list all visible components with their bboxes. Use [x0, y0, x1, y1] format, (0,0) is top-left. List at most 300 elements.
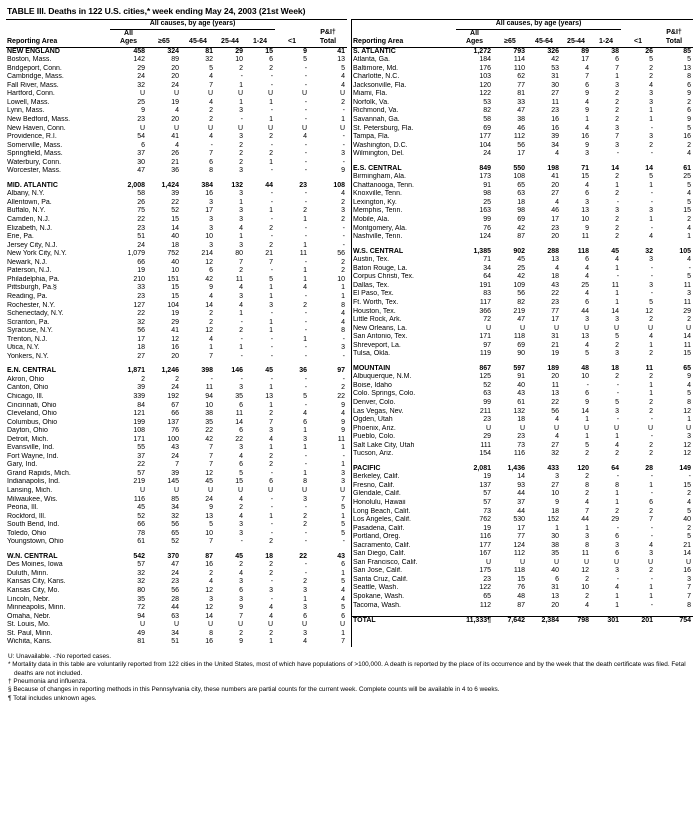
age-25-44-cell: 71 — [581, 164, 589, 172]
age-65-cell: 192 — [167, 392, 179, 400]
age-25-44-cell: 146 — [231, 367, 243, 375]
all-ages-cell: 121 — [133, 410, 145, 418]
table-row-total — [352, 617, 693, 626]
all-ages-cell: 25 — [137, 98, 145, 106]
all-ages-cell: 122 — [479, 90, 491, 98]
table-row — [6, 402, 347, 411]
pi-total-cell: 7 — [341, 495, 345, 503]
age-65-cell: 98 — [517, 207, 525, 215]
pi-total-cell: 4 — [341, 81, 345, 89]
page-title: TABLE III. Deaths in 122 U.S. cities,* week ending May 24, 2003 (21st Week) — [7, 6, 306, 16]
reporting-area-cell: Chattanooga, Tenn. — [353, 181, 414, 189]
reporting-area-cell: Nashville, Tenn. — [353, 233, 403, 241]
age-lt1-cell: 4 — [649, 541, 654, 549]
reporting-area-cell: W.N. CENTRAL — [7, 552, 58, 560]
age-25-44-cell: - — [240, 335, 243, 343]
age-lt1-cell: 2 — [303, 578, 308, 586]
header-pi-left: P&I† — [320, 29, 336, 37]
table-row — [6, 453, 347, 462]
age-65-cell: 65 — [171, 529, 179, 537]
table-row — [352, 425, 693, 434]
reporting-area-cell: Seattle, Wash. — [353, 584, 399, 592]
age-45-64-cell: 3 — [209, 595, 213, 603]
pi-total-cell: 5 — [687, 124, 691, 132]
age-lt1-cell: 2 — [649, 141, 654, 149]
pi-total-cell: 2 — [341, 198, 345, 206]
age-45-64-cell: 16 — [205, 190, 213, 198]
age-65-cell: 63 — [517, 190, 525, 198]
table-row — [6, 376, 347, 385]
pi-total-cell: 13 — [337, 56, 345, 64]
reporting-area-cell: Spokane, Wash. — [353, 593, 405, 600]
age-1-24-cell: 1 — [269, 207, 274, 215]
age-45-64-cell: U — [553, 424, 559, 432]
age-lt1-cell: 23 — [299, 181, 308, 189]
age-25-44-cell: 10 — [581, 216, 589, 224]
age-65-cell: 56 — [171, 521, 179, 529]
header-all-ages-right: All — [470, 29, 479, 37]
age-25-44-cell: 6 — [585, 256, 589, 264]
age-65-cell: 116 — [513, 450, 525, 458]
age-25-44-cell: 17 — [581, 56, 589, 64]
table-row — [6, 56, 347, 65]
pi-total-cell: 3 — [341, 344, 345, 352]
all-ages-cell: 66 — [137, 521, 145, 529]
reporting-area-cell: Toledo, Ohio — [7, 529, 47, 537]
age-lt1-cell: - — [304, 538, 308, 546]
pi-total-cell: 16 — [683, 567, 691, 575]
age-1-24-cell: 4 — [615, 256, 620, 264]
table-row — [352, 207, 693, 216]
all-ages-cell: 366 — [479, 307, 491, 315]
age-1-24-cell: 1 — [269, 638, 274, 646]
reporting-area-cell: Tulsa, Okla. — [353, 350, 391, 358]
age-45-64-cell: 3 — [209, 216, 213, 224]
header-age-65-left: ≥65 — [158, 38, 170, 46]
age-65-cell: 145 — [167, 478, 179, 486]
age-65-cell: 21 — [171, 158, 179, 166]
all-ages-cell: 219 — [133, 478, 145, 486]
age-lt1-cell: U — [301, 90, 308, 98]
age-25-44-cell: 3 — [239, 384, 243, 392]
all-ages-cell: 116 — [479, 533, 491, 541]
age-1-24-cell: 2 — [615, 450, 620, 458]
all-ages-cell: 171 — [479, 333, 491, 341]
footnote: ¶ Total includes unknown ages. — [8, 694, 97, 702]
table-row — [6, 319, 347, 328]
age-lt1-cell: 4 — [649, 81, 654, 89]
age-lt1-cell: 8 — [303, 478, 308, 486]
age-65-cell: 7 — [175, 461, 179, 469]
pi-total-cell: 2 — [687, 316, 691, 324]
pi-total-cell: - — [688, 473, 691, 481]
age-lt1-cell: 2 — [649, 567, 654, 575]
age-45-64-cell: 2 — [209, 310, 213, 318]
age-65-cell: 18 — [517, 416, 525, 424]
reporting-area-cell: Lynn, Mass. — [7, 107, 45, 115]
age-lt1-cell: - — [304, 569, 308, 577]
reporting-area-cell: Phoenix, Ariz. — [353, 424, 396, 432]
reporting-area-cell: Long Beach, Calif. — [353, 507, 411, 515]
age-25-44-cell: 4 — [585, 124, 589, 132]
age-45-64-cell: 38 — [551, 541, 559, 549]
table-row — [6, 436, 347, 445]
age-1-24-cell: 2 — [615, 507, 620, 515]
age-65-cell: 18 — [171, 241, 179, 249]
table-row — [352, 525, 693, 534]
age-45-64-cell: 53 — [551, 64, 559, 72]
age-65-cell: 14 — [171, 224, 179, 232]
age-25-44-cell: 3 — [239, 444, 243, 452]
all-ages-cell: 867 — [479, 364, 491, 372]
age-25-44-cell: 7 — [585, 507, 589, 515]
reporting-area-cell: Sacramento, Calif. — [353, 541, 411, 549]
age-1-24-cell: 18 — [611, 364, 620, 372]
age-lt1-cell: 2 — [649, 350, 654, 358]
age-1-24-cell: 3 — [615, 407, 620, 415]
all-ages-cell: 37 — [137, 150, 145, 158]
age-lt1-cell: - — [304, 64, 308, 72]
age-1-24-cell: 5 — [269, 275, 274, 283]
age-65-cell: 76 — [517, 584, 525, 592]
all-ages-cell: 33 — [137, 284, 145, 292]
pi-total-cell: 56 — [337, 250, 345, 258]
header-age-1-24-right: 1-24 — [599, 38, 614, 46]
age-lt1-cell: 3 — [649, 133, 654, 141]
all-ages-cell: 26 — [137, 198, 145, 206]
pi-total-cell: 5 — [341, 529, 345, 537]
age-25-44-cell: 4 — [239, 569, 243, 577]
table-row — [6, 47, 347, 56]
age-65-cell: 109 — [513, 281, 525, 289]
age-1-24-cell: 4 — [615, 584, 620, 592]
age-45-64-cell: 4 — [555, 433, 559, 441]
age-1-24-cell: 1 — [269, 116, 274, 124]
age-lt1-cell: 3 — [649, 256, 654, 264]
age-65-cell: 15 — [517, 575, 525, 583]
table-row — [352, 82, 693, 91]
pi-total-cell: 61 — [683, 164, 691, 172]
reporting-area-cell: Gary, Ind. — [7, 461, 38, 469]
age-25-44-cell: 9 — [239, 638, 243, 646]
age-25-44-cell: 13 — [581, 207, 589, 215]
reporting-area-cell: Newark, N.J. — [7, 258, 48, 266]
all-ages-cell: 73 — [483, 507, 491, 515]
age-45-64-cell: 288 — [547, 247, 559, 255]
reporting-area-cell: Dallas, Tex. — [353, 281, 390, 289]
age-25-44-cell: 3 — [239, 107, 243, 115]
pi-total-cell: 8 — [687, 398, 691, 406]
age-45-64-cell: 398 — [201, 367, 213, 375]
age-45-64-cell: 214 — [201, 250, 213, 258]
pi-total-cell: 8 — [687, 73, 691, 81]
reporting-area-cell: Cleveland, Ohio — [7, 410, 57, 418]
reporting-area-cell: Providence, R.I. — [7, 133, 57, 141]
pi-total-cell: 11 — [683, 281, 691, 289]
age-1-24-cell: 14 — [611, 164, 620, 172]
all-ages-cell: 47 — [137, 167, 145, 175]
age-lt1-cell: - — [304, 258, 308, 266]
age-lt1-cell: 2 — [649, 507, 654, 515]
age-25-44-cell: 2 — [239, 561, 243, 569]
age-45-64-cell: 4 — [209, 335, 213, 343]
age-25-44-cell: 9 — [239, 604, 243, 612]
pi-total-cell: 3 — [341, 469, 345, 477]
all-ages-cell: 80 — [137, 587, 145, 594]
reporting-area-cell: Schenectady, N.Y. — [7, 310, 64, 318]
age-1-24-cell: - — [270, 529, 274, 537]
age-lt1-cell: 4 — [649, 333, 654, 341]
age-lt1-cell: 1 — [303, 267, 308, 275]
age-45-64-cell: 31 — [551, 333, 559, 341]
table-row — [352, 150, 693, 159]
reporting-area-cell: Reading, Pa. — [7, 292, 48, 300]
age-65-cell: 47 — [171, 561, 179, 569]
age-25-44-cell: 9 — [585, 141, 589, 149]
table-row — [6, 604, 347, 613]
age-65-cell: 69 — [517, 216, 525, 224]
age-lt1-cell: 2 — [649, 398, 654, 406]
age-25-44-cell: 4 — [239, 284, 243, 292]
reporting-area-cell: Des Moines, Iowa — [7, 561, 63, 569]
reporting-area-cell: San Jose, Calif. — [353, 567, 403, 575]
age-25-44-cell: 4 — [239, 495, 243, 503]
age-lt1-cell: 1 — [649, 116, 654, 124]
age-65-cell: 91 — [517, 373, 525, 381]
reporting-area-cell: Milwaukee, Wis. — [7, 495, 58, 503]
pi-total-cell: 29 — [683, 307, 691, 315]
age-1-24-cell: 3 — [269, 301, 274, 309]
header-age-1-24-left: 1-24 — [253, 38, 268, 46]
age-65-cell: 90 — [517, 350, 525, 358]
table-row — [352, 382, 693, 391]
age-25-44-cell: - — [240, 116, 243, 124]
table-row — [352, 593, 693, 602]
age-45-64-cell: 35 — [551, 550, 559, 558]
age-lt1-cell: 1 — [303, 595, 308, 603]
age-45-64-cell: 384 — [201, 181, 213, 189]
all-ages-cell: 81 — [137, 638, 145, 646]
table-row — [352, 125, 693, 134]
pi-total-cell: U — [339, 621, 345, 629]
age-45-64-cell: 10 — [205, 529, 213, 537]
pi-total-cell: 6 — [341, 612, 345, 620]
age-lt1-cell: - — [304, 150, 308, 158]
age-25-44-cell: 2 — [585, 450, 589, 458]
age-lt1-cell: 4 — [303, 410, 308, 418]
age-25-44-cell: 15 — [235, 478, 243, 486]
reporting-area-cell: Portland, Oreg. — [353, 533, 401, 541]
age-65-cell: 47 — [517, 107, 525, 115]
age-65-cell: 23 — [171, 578, 179, 586]
table-row — [6, 461, 347, 470]
age-lt1-cell: 1 — [303, 427, 308, 435]
pi-total-cell: 13 — [683, 64, 691, 72]
age-25-44-cell: 2 — [585, 473, 589, 481]
age-25-44-cell: 3 — [585, 150, 589, 158]
age-45-64-cell: 18 — [551, 273, 559, 281]
age-1-24-cell: 2 — [269, 561, 274, 569]
header-age-25-44-left: 25-44 — [221, 38, 239, 46]
age-65-cell: 39 — [171, 469, 179, 477]
age-lt1-cell: U — [301, 621, 308, 629]
age-25-44-cell: 11 — [235, 275, 243, 283]
age-1-24-cell: - — [616, 575, 620, 583]
pi-total-cell: - — [342, 352, 345, 360]
pi-total-cell: 5 — [687, 533, 691, 541]
age-1-24-cell: - — [270, 81, 274, 89]
age-45-64-cell: 43 — [551, 281, 559, 289]
age-65-cell: 46 — [517, 124, 525, 132]
age-45-64-cell: 17 — [205, 207, 213, 215]
age-25-44-cell: 48 — [581, 364, 589, 372]
reporting-area-cell: Chicago, Ill. — [7, 392, 44, 400]
age-lt1-cell: - — [304, 292, 308, 300]
pi-total-cell: 149 — [679, 464, 691, 472]
age-25-44-cell: 4 — [585, 64, 589, 72]
all-ages-cell: 52 — [483, 381, 491, 389]
age-1-24-cell: 1 — [615, 181, 620, 189]
pi-total-cell: 2 — [687, 216, 691, 224]
pi-total-cell: - — [688, 264, 691, 272]
age-65-cell: 77 — [517, 533, 525, 541]
age-25-44-cell: 10 — [581, 584, 589, 592]
age-lt1-cell: 3 — [303, 587, 308, 594]
age-1-24-cell: - — [270, 521, 274, 529]
pi-total-cell: 5 — [341, 504, 345, 512]
reporting-area-cell: New York City, N.Y. — [7, 250, 67, 258]
age-65-cell: 28 — [171, 595, 179, 603]
table-row — [352, 265, 693, 274]
pi-total-cell: 5 — [687, 390, 691, 398]
pi-total-cell: 1 — [341, 284, 345, 292]
age-45-64-cell: 7 — [209, 461, 213, 469]
table-row — [352, 473, 693, 482]
age-65-cell: 34 — [171, 629, 179, 637]
age-lt1-cell: 32 — [645, 247, 654, 255]
age-45-64-cell: 8 — [209, 167, 213, 175]
all-ages-cell: 23 — [483, 416, 491, 424]
age-65-cell: 32 — [171, 512, 179, 520]
table-row — [352, 190, 693, 199]
age-25-44-cell: 120 — [577, 464, 589, 472]
header-all-ages2-left: Ages — [119, 38, 138, 46]
age-1-24-cell: - — [616, 381, 620, 389]
age-65-cell: 67 — [171, 401, 179, 409]
age-lt1-cell: - — [650, 416, 654, 424]
age-45-64-cell: 17 — [551, 316, 559, 324]
pi-total-cell: U — [339, 124, 345, 132]
age-65-cell: 219 — [513, 307, 525, 315]
age-1-24-cell: 2 — [269, 64, 274, 72]
all-ages-cell: 55 — [137, 444, 145, 452]
reporting-area-cell: San Diego, Calif. — [353, 550, 406, 558]
table-row — [352, 248, 693, 257]
age-1-24-cell: - — [270, 107, 274, 115]
table-row — [6, 578, 347, 587]
reporting-area-cell: Little Rock, Ark. — [353, 316, 402, 324]
age-45-64-cell: 30 — [551, 533, 559, 541]
age-lt1-cell: U — [647, 424, 654, 432]
all-ages-cell: U — [139, 90, 145, 98]
all-ages-cell: 32 — [137, 578, 145, 586]
all-ages-cell: 127 — [133, 301, 145, 309]
age-45-64-cell: 3 — [209, 198, 213, 206]
age-25-44-cell: 6 — [585, 298, 589, 306]
age-45-64-cell: 6 — [555, 575, 559, 583]
table-row — [352, 508, 693, 517]
age-lt1-cell: - — [650, 264, 654, 272]
header-pi-right: P&I† — [666, 29, 682, 37]
age-lt1-cell: - — [304, 190, 308, 198]
age-65-cell: 87 — [517, 233, 525, 241]
table-row — [352, 373, 693, 382]
reporting-area-cell: Richmond, Va. — [353, 107, 399, 115]
header-age-65-right: ≥65 — [504, 38, 516, 46]
age-25-44-cell: 2 — [585, 593, 589, 600]
pi-total-cell: 5 — [687, 273, 691, 281]
age-25-44-cell: 2 — [585, 490, 589, 498]
all-ages-cell: 1,272 — [473, 47, 491, 55]
age-45-64-cell: 4 — [555, 198, 559, 206]
pi-total-cell: 1 — [341, 461, 345, 469]
age-lt1-cell: 1 — [303, 216, 308, 224]
reporting-area-cell: Springfield, Mass. — [7, 150, 63, 158]
age-65-cell: 24 — [171, 81, 179, 89]
age-lt1-cell: 2 — [649, 73, 654, 81]
age-1-24-cell: - — [270, 190, 274, 198]
age-65-cell: 793 — [513, 47, 525, 55]
age-45-64-cell: 4 — [209, 578, 213, 586]
pi-total-cell: 7 — [341, 638, 345, 646]
age-1-24-cell: 3 — [615, 567, 620, 575]
pi-total-cell: 12 — [683, 407, 691, 415]
age-lt1-cell: 1 — [649, 481, 654, 489]
age-25-44-cell: 1 — [239, 98, 243, 106]
age-25-44-cell: 4 — [239, 512, 243, 520]
age-1-24-cell: 1 — [615, 433, 620, 441]
pi-total-cell: 40 — [683, 516, 691, 524]
age-65-cell: 40 — [171, 233, 179, 241]
age-25-44-cell: 2 — [239, 141, 243, 149]
age-25-44-cell: 44 — [581, 307, 589, 315]
age-1-24-cell: 2 — [615, 341, 620, 349]
all-ages-cell: 91 — [483, 181, 491, 189]
age-65-cell: 118 — [513, 333, 525, 341]
reporting-area-cell: Corpus Christi, Tex. — [353, 273, 414, 281]
age-lt1-cell: - — [304, 529, 308, 537]
age-25-44-cell: 9 — [585, 107, 589, 115]
age-45-64-cell: 24 — [205, 495, 213, 503]
all-ages-cell: 103 — [479, 73, 491, 81]
all-ages-cell: 17 — [137, 335, 145, 343]
age-45-64-cell: 38 — [205, 410, 213, 418]
age-25-44-cell: 3 — [239, 207, 243, 215]
reporting-area-cell: Bridgeport, Conn. — [7, 64, 62, 72]
all-ages-cell: 22 — [137, 216, 145, 224]
age-65-cell: 76 — [171, 427, 179, 435]
all-ages-cell: 199 — [133, 418, 145, 426]
pi-total-cell: 754 — [679, 617, 691, 625]
pi-total-cell: U — [685, 424, 691, 432]
age-1-24-cell: - — [270, 267, 274, 275]
pi-total-cell: 25 — [683, 173, 691, 181]
table-row — [6, 553, 347, 562]
table-row — [352, 482, 693, 491]
age-65-cell: 44 — [171, 604, 179, 612]
header-reporting-area-left: Reporting Area — [7, 38, 58, 46]
age-25-44-cell: 9 — [585, 90, 589, 98]
